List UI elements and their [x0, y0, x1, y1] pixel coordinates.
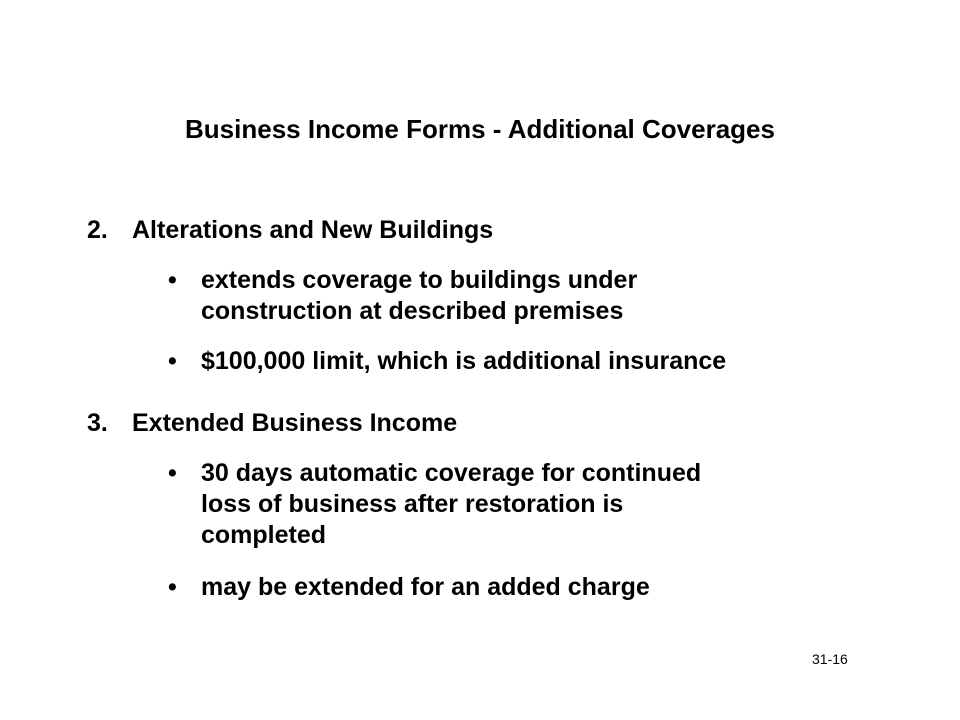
bullet-icon: •: [168, 459, 177, 487]
bullet-text: extends coverage to buildings under construction at described premises: [201, 266, 638, 325]
bullet-text: 30 days automatic coverage for continued loss of business after restoration is completed: [201, 459, 702, 549]
bullet-icon: •: [168, 573, 177, 601]
bullet-text: may be extended for an added charge: [201, 573, 650, 601]
bullet-icon: •: [168, 266, 177, 294]
bullet-text: $100,000 limit, which is additional insurance: [201, 347, 727, 375]
section-number: 2.: [87, 216, 108, 244]
slide-title: Business Income Forms - Additional Coverages: [185, 114, 775, 144]
section-title: Alterations and New Buildings: [132, 216, 494, 244]
section-number: 3.: [87, 409, 108, 437]
bullet-icon: •: [168, 347, 177, 375]
page-number: 31-16: [812, 651, 848, 667]
section-title: Extended Business Income: [132, 409, 458, 437]
